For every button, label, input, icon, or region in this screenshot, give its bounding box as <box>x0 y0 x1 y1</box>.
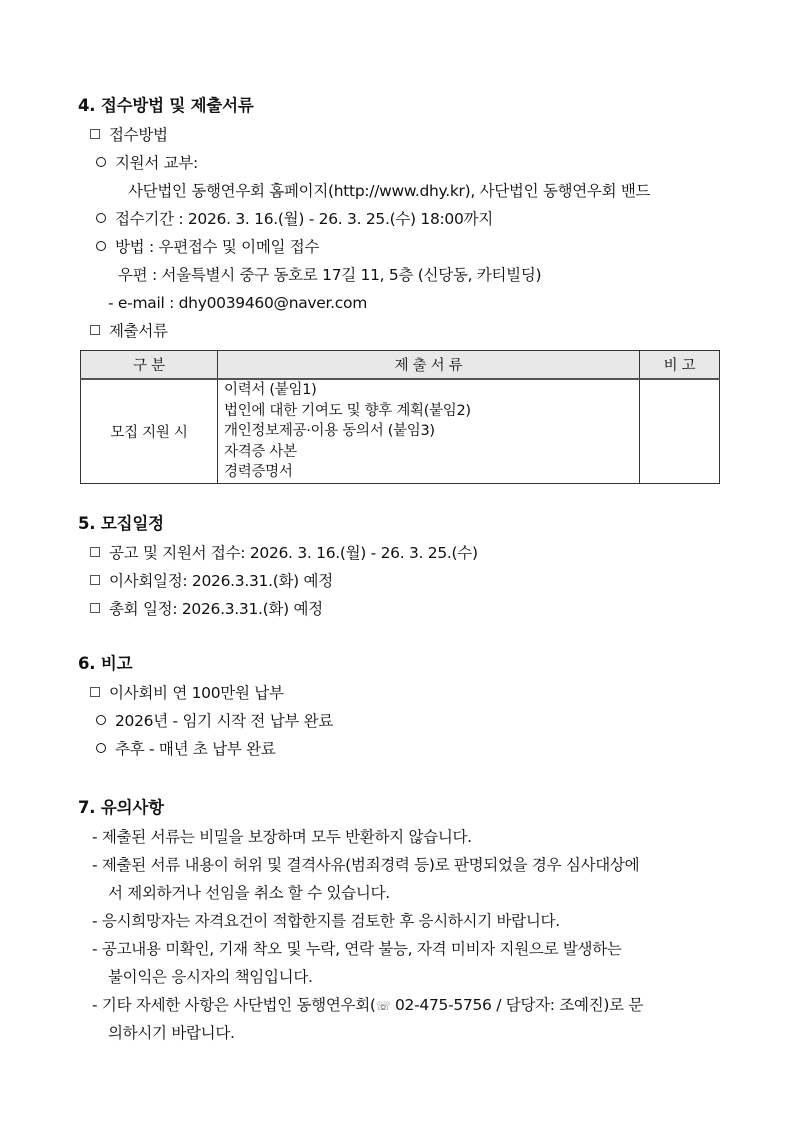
square-bullet-icon <box>90 325 100 335</box>
square-bullet-icon <box>90 129 100 139</box>
document-item: 개인정보제공·이용 동의서 (붙임3) <box>224 423 435 439</box>
distribution-detail: 사단법인 동행연우회 홈페이지(http://www.dhy.kr), 사단법인 동행연우회 밴드 <box>128 182 651 200</box>
row-category: 모집 지원 시 <box>81 379 218 483</box>
schedule-item: 공고 및 지원서 접수: 2026. 3. 16.(월) - 26. 3. 25.(수) <box>90 543 478 563</box>
email-address: - e-mail : dhy0039460@naver.com <box>108 294 368 312</box>
table-row <box>81 379 720 483</box>
row-note <box>640 379 720 483</box>
circle-bullet-icon <box>96 241 106 251</box>
row-documents <box>218 379 640 483</box>
remark-item: 이사회비 연 100만원 납부 <box>90 683 284 703</box>
document-item: 자격증 사본 <box>224 443 297 460</box>
remark-subitem: 2026년 - 임기 시작 전 납부 완료 <box>96 711 333 731</box>
caution-line: - 기타 자세한 사항은 사단법인 동행연우회(☏ 02-475-5756 / 담당자: 조예진)로 문 <box>92 996 644 1014</box>
circle-bullet-icon <box>96 743 106 753</box>
section-6-title: 6. 비고 <box>78 654 133 673</box>
document-item: 경력증명서 <box>224 464 293 480</box>
table-header-row <box>81 351 720 380</box>
caution-line: - 제출된 서류 내용이 허위 및 결격사유(범죄경력 등)로 판명되었을 경우 심사대상에 <box>92 856 640 874</box>
square-bullet-icon <box>90 575 100 585</box>
section-5-title: 5. 모집일정 <box>78 514 164 533</box>
phone-icon: ☏ <box>375 999 391 1013</box>
distribution-label: 지원서 교부: <box>96 153 198 173</box>
caution-line: - 제출된 서류는 비밀을 보장하며 모두 반환하지 않습니다. <box>92 828 472 846</box>
application-method: 방법 : 우편접수 및 이메일 접수 <box>96 237 319 257</box>
circle-bullet-icon <box>96 213 106 223</box>
section-4-title: 4. 접수방법 및 제출서류 <box>78 96 254 115</box>
caution-line: 의하시기 바랍니다. <box>108 1024 235 1042</box>
method-heading: 접수방법 <box>90 125 168 145</box>
document-item: 법인에 대한 기여도 및 향후 계획(붙임2) <box>224 402 471 419</box>
header-documents: 제 출 서 류 <box>218 351 640 380</box>
square-bullet-icon <box>90 547 100 557</box>
caution-line: 불이익은 응시자의 책임입니다. <box>108 968 313 986</box>
caution-line: - 응시희망자는 자격요건이 적합한지를 검토한 후 응시하시기 바랍니다. <box>92 912 560 930</box>
remark-subitem: 추후 - 매년 초 납부 완료 <box>96 739 276 759</box>
caution-line: - 공고내용 미확인, 기재 착오 및 누락, 연락 불능, 자격 미비자 지원으로 발생하는 <box>92 940 622 958</box>
documents-table <box>80 350 720 484</box>
header-note: 비 고 <box>640 351 720 380</box>
application-period: 접수기간 : 2026. 3. 16.(월) - 26. 3. 25.(수) 18:00까지 <box>96 209 493 229</box>
documents-heading: 제출서류 <box>90 321 168 341</box>
square-bullet-icon <box>90 603 100 613</box>
header-category: 구 분 <box>81 351 218 380</box>
section-7-title: 7. 유의사항 <box>78 798 164 817</box>
schedule-item: 총회 일정: 2026.3.31.(화) 예정 <box>90 599 323 619</box>
circle-bullet-icon <box>96 157 106 167</box>
circle-bullet-icon <box>96 715 106 725</box>
schedule-item: 이사회일정: 2026.3.31.(화) 예정 <box>90 571 333 591</box>
document-item: 이력서 (붙임1) <box>224 382 317 398</box>
postal-address: 우편 : 서울특별시 중구 동호로 17길 11, 5층 (신당동, 카티빌딩) <box>118 266 542 284</box>
square-bullet-icon <box>90 687 100 697</box>
caution-line: 서 제외하거나 선임을 취소 할 수 있습니다. <box>108 884 390 902</box>
